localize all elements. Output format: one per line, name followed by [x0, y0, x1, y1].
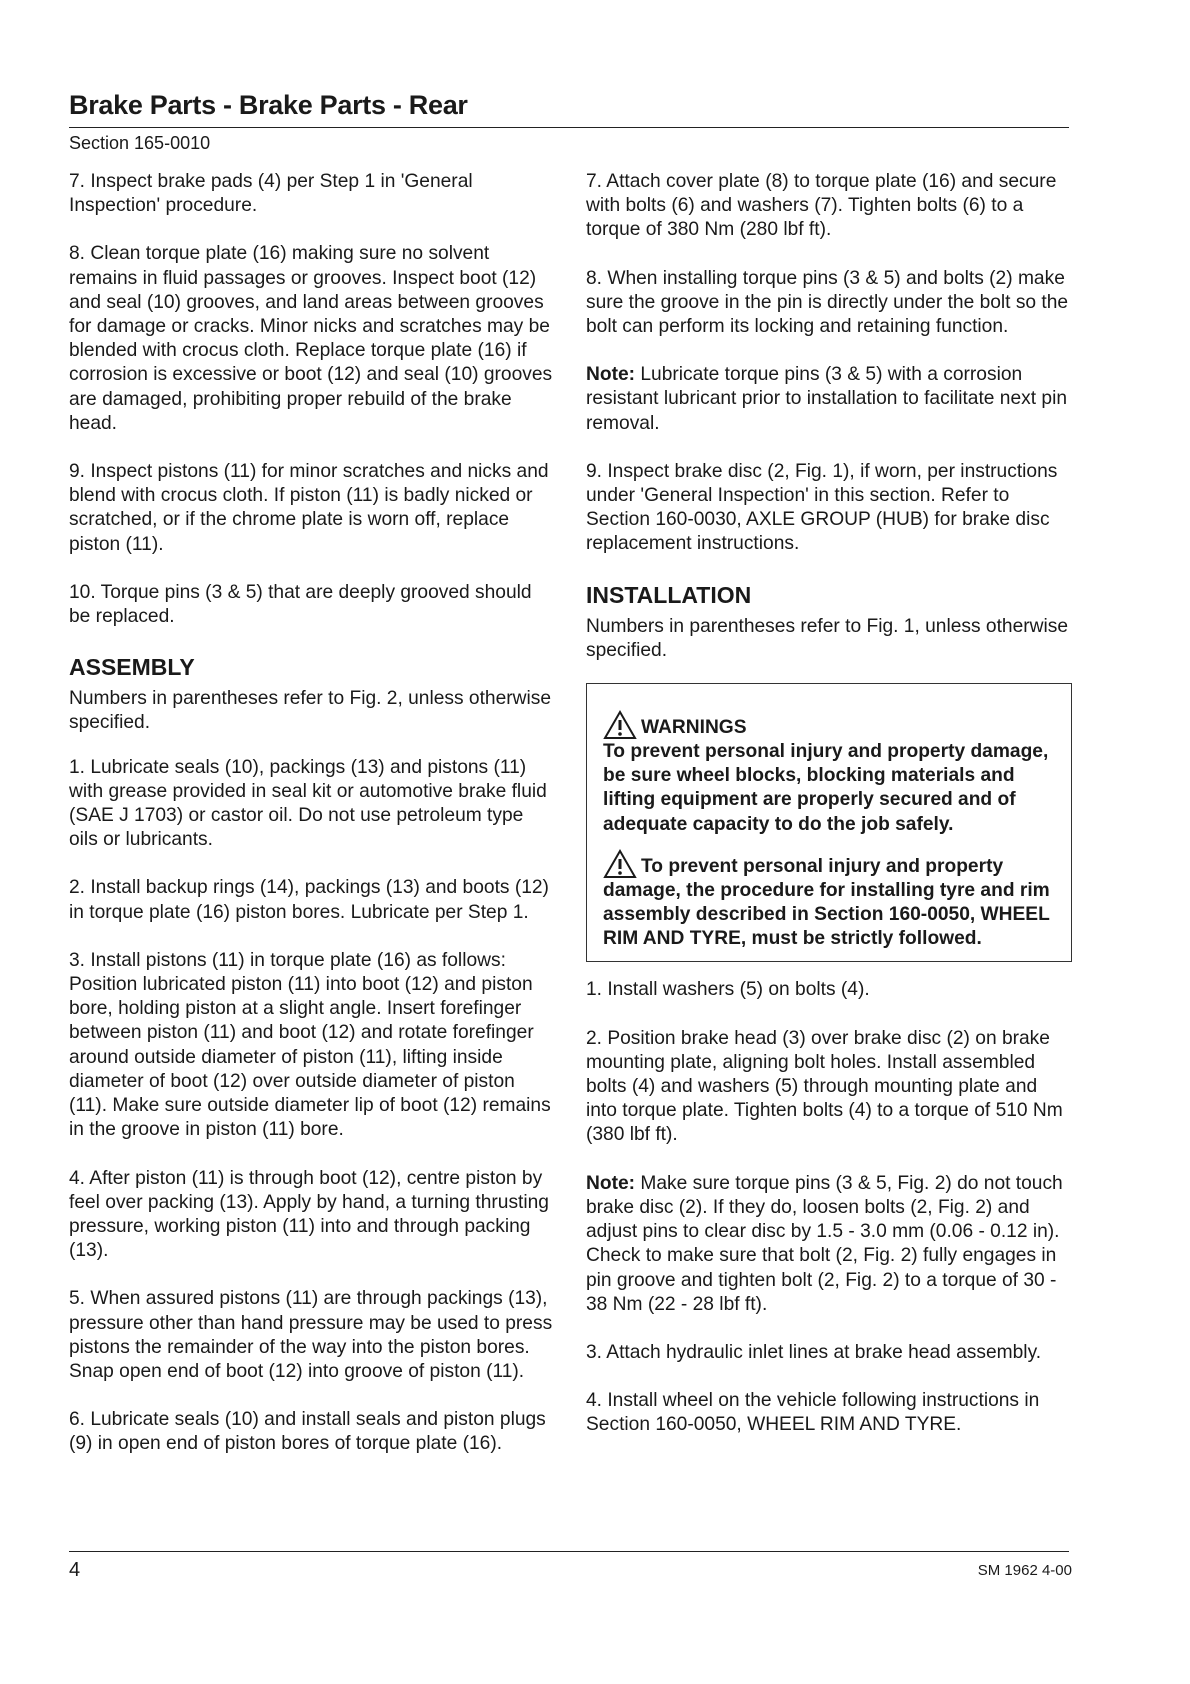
- note-label: Note:: [586, 364, 636, 386]
- warnings-box: [586, 683, 1072, 962]
- assembly-step-4: 4. After piston (11) is through boot (12), centre piston by feel over packing (13). Apply by hand, a turning thrusting pressure, working piston (11) into and through packing (13).: [69, 1167, 549, 1262]
- section-number: Section 165-0010: [69, 133, 211, 153]
- note-label: Note:: [586, 1172, 636, 1194]
- inspection-step-10: 10. Torque pins (3 & 5) that are deeply grooved should be replaced.: [69, 581, 532, 628]
- warnings-heading: WARNINGS: [641, 716, 747, 738]
- assembly-step-2: 2. Install backup rings (14), packings (13) and boots (12) in torque plate (16) piston bores. Lubricate per Step 1.: [69, 877, 549, 923]
- inspection-step-8: 8. Clean torque plate (16) making sure no solvent remains in fluid passages or grooves. Inspect boot (12) and seal (10) grooves, and land areas between grooves for damage or cracks. Minor nicks and scratches may be blended with crocus cloth. Replace torque plate (16) if corrosion is excessive or boot (12) and seal (10) grooves are damaged, prohibiting proper rebuild of the brake head.: [69, 243, 553, 434]
- assembly-step-1: 1. Lubricate seals (10), packings (13) and pistons (11) with grease provided in seal kit or automotive brake fluid (SAE J 1703) or castor oil. Do not use petroleum type oils or lubricants.: [69, 756, 547, 851]
- inspection-step-9: 9. Inspect pistons (11) for minor scratches and nicks and blend with crocus cloth. If piston (11) is badly nicked or scratched, or if the chrome plate is worn off, replace piston (11).: [69, 461, 549, 555]
- installation-heading: INSTALLATION: [586, 581, 752, 608]
- warning-icon: [603, 849, 637, 879]
- lubrication-note: [586, 363, 1072, 436]
- assembly-step-8: 8. When installing torque pins (3 & 5) and bolts (2) make sure the groove in the pin is directly under the bolt so the bolt can perform its locking and retaining function.: [586, 267, 1069, 338]
- torque-pin-note: [586, 1172, 1072, 1317]
- installation-step-2: 2. Position brake head (3) over brake disc (2) on brake mounting plate, aligning bolt holes. Install assembled bolts (4) and washers (5) through mounting plate and into torque plate. Tighten bolts (4) to a torque of 510 Nm (380 lbf ft).: [586, 1027, 1063, 1146]
- assembly-step-5: 5. When assured pistons (11) are through packings (13), pressure other than hand pressure may be used to press pistons the remainder of the way into the piston bores. Snap open end of boot (12) into groove of piston (11).: [69, 1288, 553, 1382]
- warning-text-2: To prevent personal injury and property damage, the procedure for installing tyre and rim assembly described in Section 160-0050, WHEEL RIM AND TYRE, must be strictly followed.: [603, 855, 1050, 950]
- footer-divider: [69, 1551, 1069, 1552]
- document-code: SM 1962 4-00: [977, 1562, 1072, 1579]
- installation-intro: Numbers in parentheses refer to Fig. 1, unless otherwise specified.: [586, 615, 1069, 661]
- assembly-heading: ASSEMBLY: [69, 654, 195, 681]
- left-column: [69, 170, 554, 1481]
- installation-step-3: 3. Attach hydraulic inlet lines at brake head assembly.: [586, 1341, 1042, 1363]
- assembly-step-7: 7. Attach cover plate (8) to torque plate (16) and secure with bolts (6) and washers (7). Tighten bolts (6) to a torque of 380 Nm (280 lbf ft).: [586, 171, 1057, 241]
- title-divider: [69, 127, 1069, 128]
- assembly-intro: Numbers in parentheses refer to Fig. 2, unless otherwise specified.: [69, 688, 552, 734]
- assembly-step-3: 3. Install pistons (11) in torque plate (16) as follows: Position lubricated piston (11) into boot (12) and piston bore, holding piston at a slight angle. Insert forefinger between piston (11) and boot (12) and rotate forefinger around outside diameter of piston (11), lifting inside diameter of boot (12) over outside diameter of piston (11). Make sure outside diameter lip of boot (12) remains in the groove in piston (11) bore.: [69, 949, 551, 1141]
- note-text: Lubricate torque pins (3 & 5) with a corrosion resistant lubricant prior to installation to facilitate next pin removal.: [586, 364, 1067, 434]
- warning-icon: [603, 710, 637, 740]
- inspection-step-7: 7. Inspect brake pads (4) per Step 1 in 'General Inspection' procedure.: [69, 171, 473, 217]
- assembly-step-6: 6. Lubricate seals (10) and install seals and piston plugs (9) in open end of piston bores of torque plate (16).: [69, 1409, 546, 1455]
- page-title: Brake Parts - Brake Parts - Rear: [69, 90, 468, 120]
- installation-step-1: 1. Install washers (5) on bolts (4).: [586, 979, 870, 1001]
- warning-text-1: To prevent personal injury and property damage, be sure wheel blocks, blocking materials and lifting equipment are properly secured and of adequate capacity to do the job safely.: [603, 741, 1049, 835]
- right-column: [586, 170, 1072, 1462]
- note-text: Make sure torque pins (3 & 5, Fig. 2) do not touch brake disc (2). If they do, loosen bolts (2, Fig. 2) and adjust pins to clear disc by 1.5 - 3.0 mm (0.06 - 0.12 in). Check to make sure that bolt (2, Fig. 2) fully engages in pin groove and tighten bolt (2, Fig. 2) to a torque of 30 - 38 Nm (22 - 28 lbf ft).: [586, 1172, 1063, 1315]
- installation-step-4: 4. Install wheel on the vehicle following instructions in Section 160-0050, WHEEL RIM AND TYRE.: [586, 1390, 1040, 1436]
- page-number: 4: [69, 1559, 81, 1581]
- assembly-step-9: 9. Inspect brake disc (2, Fig. 1), if worn, per instructions under 'General Inspection' in this section. Refer to Section 160-0030, AXLE GROUP (HUB) for brake disc replacement instructions.: [586, 460, 1058, 555]
